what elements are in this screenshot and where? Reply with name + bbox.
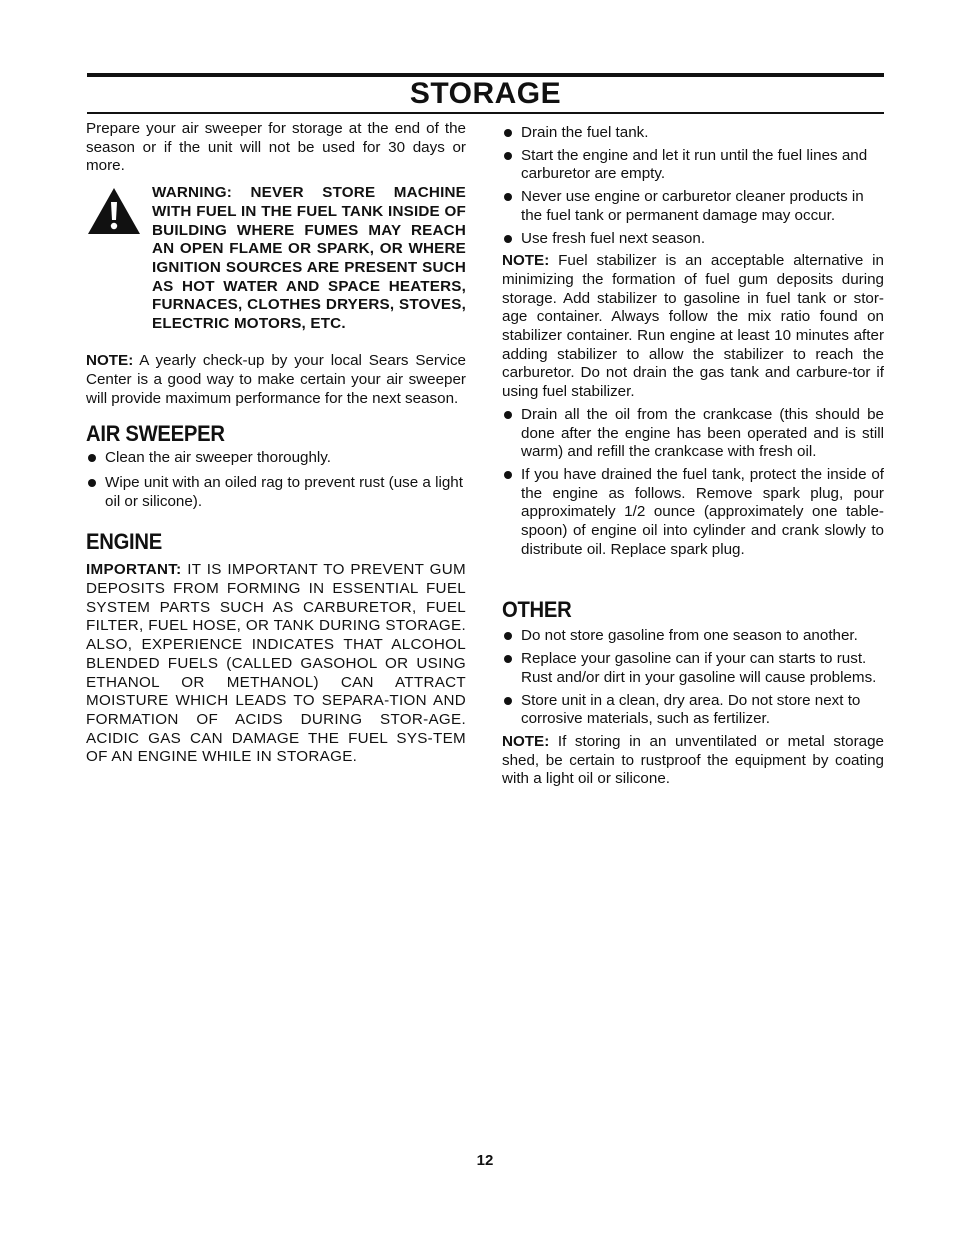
note-rustproof (502, 733, 884, 789)
note-text: If storing in an unventilated or metal storage shed, be certain to rustproof the equipment by coating with a light oil or silicone. (502, 732, 884, 788)
note-label: NOTE: (502, 732, 550, 750)
title-bottom-rule (87, 112, 884, 114)
oil-list (502, 406, 884, 560)
list-item: Drain the fuel tank. (502, 124, 884, 143)
page-number: 12 (476, 1152, 494, 1169)
note-label: NOTE: (502, 252, 550, 270)
heading-engine: ENGINE (86, 529, 162, 555)
list-item: Clean the air sweeper thoroughly. (86, 449, 466, 468)
list-item: Never use engine or carburetor cleaner products in the fuel tank or permanent damage may occur. (502, 188, 884, 225)
note-fuel-stabilizer (502, 252, 884, 402)
list-item: Wipe unit with an oiled rag to prevent rust (use a light oil or silicone). (86, 474, 466, 511)
important-text: IT IS IMPORTANT TO PREVENT GUM DEPOSITS FROM FORMING IN ESSENTIAL FUEL SYSTEM PARTS SUCH AS CARBURETOR, FUEL FILTER, FUEL HOSE, OR TANK DURING STORAGE. ALSO, EXPERIENCE INDICATES THAT ALCOHOL BLENDED FUELS (CALLED GASOHOL OR USING ETHANOL OR METHANOL) CAN ATTRACT MOISTURE WHICH LEADS TO SEPARA-TION AND FORMATION OF ACIDS DURING STOR-AGE. ACIDIC GAS CAN DAMAGE THE FUEL SYS-TEM OF AN ENGINE WHILE IN STORAGE. (86, 561, 466, 766)
list-item: Store unit in a clean, dry area. Do not store next to corrosive materials, such as fertilizer. (502, 692, 884, 729)
list-item: Drain all the oil from the crankcase (this should be done after the engine has been operated and is still warm) and refill the crankcase with fresh oil. (502, 406, 884, 462)
other-list (502, 627, 884, 729)
warning-text: WARNING: NEVER STORE MACHINE WITH FUEL IN THE FUEL TANK INSIDE OF BUILDING WHERE FUMES MAY REACH AN OPEN FLAME OR SPARK, OR WHERE IGNITION SOURCES ARE PRESENT SUCH AS HOT WATER AND SPACE HEATERS, FURNACES, CLOTHES DRYERS, STOVES, ELECTRIC MOTORS, ETC. (152, 184, 466, 333)
right-column (502, 120, 884, 789)
note-yearly-checkup (86, 352, 466, 408)
warning-triangle-icon (86, 186, 142, 236)
list-item: If you have drained the fuel tank, protect the inside of the engine as follows. Remove spark plug, pour approximately 1/2 ounce (approximately one table-spoon) of engine oil into cylinder and crank slowly to distribute oil. Replace spark plug. (502, 466, 884, 560)
important-paragraph (86, 561, 466, 767)
list-item: Replace your gasoline can if your can starts to rust. Rust and/or dirt in your gasoline will cause problems. (502, 650, 884, 687)
page-title: STORAGE (409, 77, 562, 110)
heading-air-sweeper: AIR SWEEPER (86, 421, 225, 447)
important-label: IMPORTANT: (86, 561, 182, 579)
list-item: Start the engine and let it run until the fuel lines and carburetor are empty. (502, 147, 884, 184)
note-label: NOTE: (86, 352, 134, 370)
fuel-list (502, 124, 884, 248)
list-item: Use fresh fuel next season. (502, 230, 884, 249)
air-sweeper-list (86, 449, 466, 511)
note-text: A yearly check-up by your local Sears Service Center is a good way to make certain your air sweeper will provide maximum performance for the next season. (86, 352, 466, 407)
left-column (86, 120, 466, 767)
intro-paragraph: Prepare your air sweeper for storage at the end of the season or if the unit will not be used for 30 days or more. (86, 120, 466, 175)
note-text: Fuel stabilizer is an acceptable alternative in minimizing the formation of fuel gum deposits during storage. Add stabilizer to gasoline in fuel tank or stor-age container. Always follow the mix ratio found on stabilizer container. Run engine at least 10 minutes after adding stabilizer to allow the stabilizer to reach the carburetor. Do not drain the gas tank and carbure-tor if using fuel stabilizer. (502, 252, 884, 401)
heading-other: OTHER (502, 597, 572, 623)
warning-block (86, 184, 466, 344)
list-item: Do not store gasoline from one season to another. (502, 627, 884, 646)
